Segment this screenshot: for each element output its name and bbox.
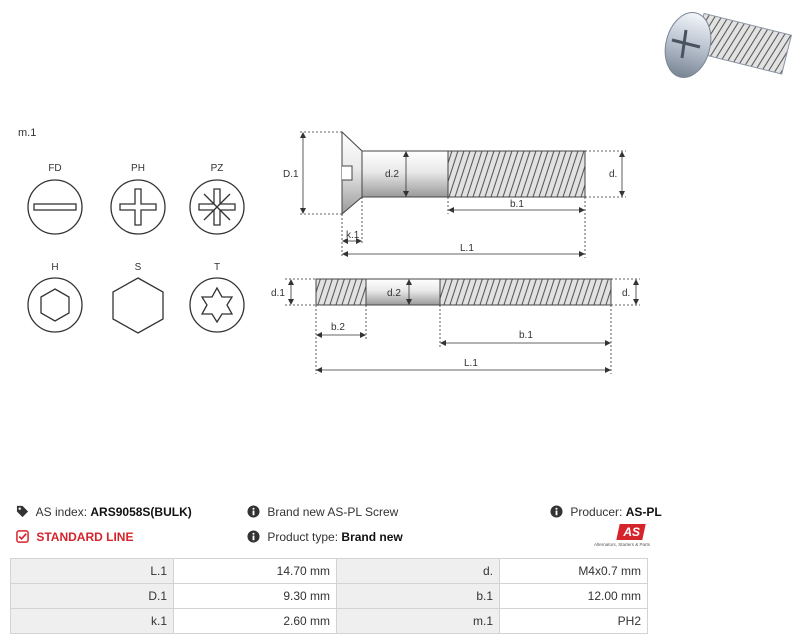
dim-label-d: d. [609, 169, 618, 180]
as-pl-logo [588, 524, 650, 552]
product-type-value: Brand new [341, 530, 403, 544]
spec-value: 14.70 mm [174, 559, 337, 584]
table-row [11, 559, 648, 584]
dim-label-d-bottom: d. [622, 288, 631, 299]
table-row [11, 584, 648, 609]
tag-icon [16, 505, 29, 518]
drive-label-pz: PZ [210, 163, 224, 174]
dim-label-k1: k.1 [346, 230, 360, 241]
info-icon [247, 505, 260, 518]
spec-value: 9.30 mm [174, 584, 337, 609]
stud-screw-drawing [316, 279, 611, 305]
dim-label-L1-bottom: L.1 [464, 358, 478, 369]
hex-socket-drive-icon [28, 278, 82, 332]
countersunk-screw-drawing [342, 132, 585, 214]
line-badge [16, 530, 133, 544]
dim-label-d2: d.2 [385, 169, 399, 180]
dim-label-D1: D.1 [283, 169, 299, 180]
as-index-value: ARS9058S(BULK) [90, 505, 192, 519]
dim-label-b1-bottom: b.1 [519, 330, 533, 341]
logo-text: AS [623, 525, 640, 539]
logo-tagline: Alternators, Starters & Parts [593, 542, 650, 547]
as-index [16, 505, 192, 519]
slotted-drive-icon [28, 180, 82, 234]
drive-label-s: S [134, 262, 142, 273]
product-photo [659, 8, 792, 83]
drive-label-ph: PH [131, 163, 145, 174]
description-text: Brand new AS-PL Screw [267, 505, 399, 519]
producer-value: AS-PL [625, 505, 662, 519]
dim-label-b2: b.2 [331, 322, 345, 333]
dim-label-d2-bottom: d.2 [387, 288, 401, 299]
spec-key: m.1 [337, 609, 500, 634]
drive-label-fd: FD [48, 163, 62, 174]
spec-key: b.1 [337, 584, 500, 609]
dim-label-L1: L.1 [460, 243, 474, 254]
spec-value: 2.60 mm [174, 609, 337, 634]
drive-label-t: T [213, 262, 221, 273]
spec-value: PH2 [500, 609, 648, 634]
external-hex-drive-icon [113, 278, 163, 333]
spec-value: M4x0.7 mm [500, 559, 648, 584]
check-square-icon [16, 530, 29, 543]
spec-table [10, 558, 648, 634]
producer [550, 505, 662, 519]
table-row [11, 609, 648, 634]
spec-value: 12.00 mm [500, 584, 648, 609]
method-label: m.1 [18, 127, 37, 139]
pozidriv-drive-icon [190, 180, 244, 234]
product-type-label: Product type: [267, 530, 339, 544]
torx-drive-icon [190, 278, 244, 332]
spec-key: D.1 [11, 584, 174, 609]
as-index-label: AS index: [35, 505, 88, 519]
dim-label-b1: b.1 [510, 199, 524, 210]
drive-label-h: H [51, 262, 59, 273]
description [247, 505, 398, 519]
spec-key: L.1 [11, 559, 174, 584]
producer-label: Producer: [570, 505, 623, 519]
spec-key: d. [337, 559, 500, 584]
spec-key: k.1 [11, 609, 174, 634]
info-icon [550, 505, 563, 518]
info-icon [247, 530, 260, 543]
phillips-drive-icon [111, 180, 165, 234]
line-label: STANDARD LINE [36, 530, 134, 544]
dim-label-d1: d.1 [271, 288, 285, 299]
product-type [247, 530, 403, 544]
